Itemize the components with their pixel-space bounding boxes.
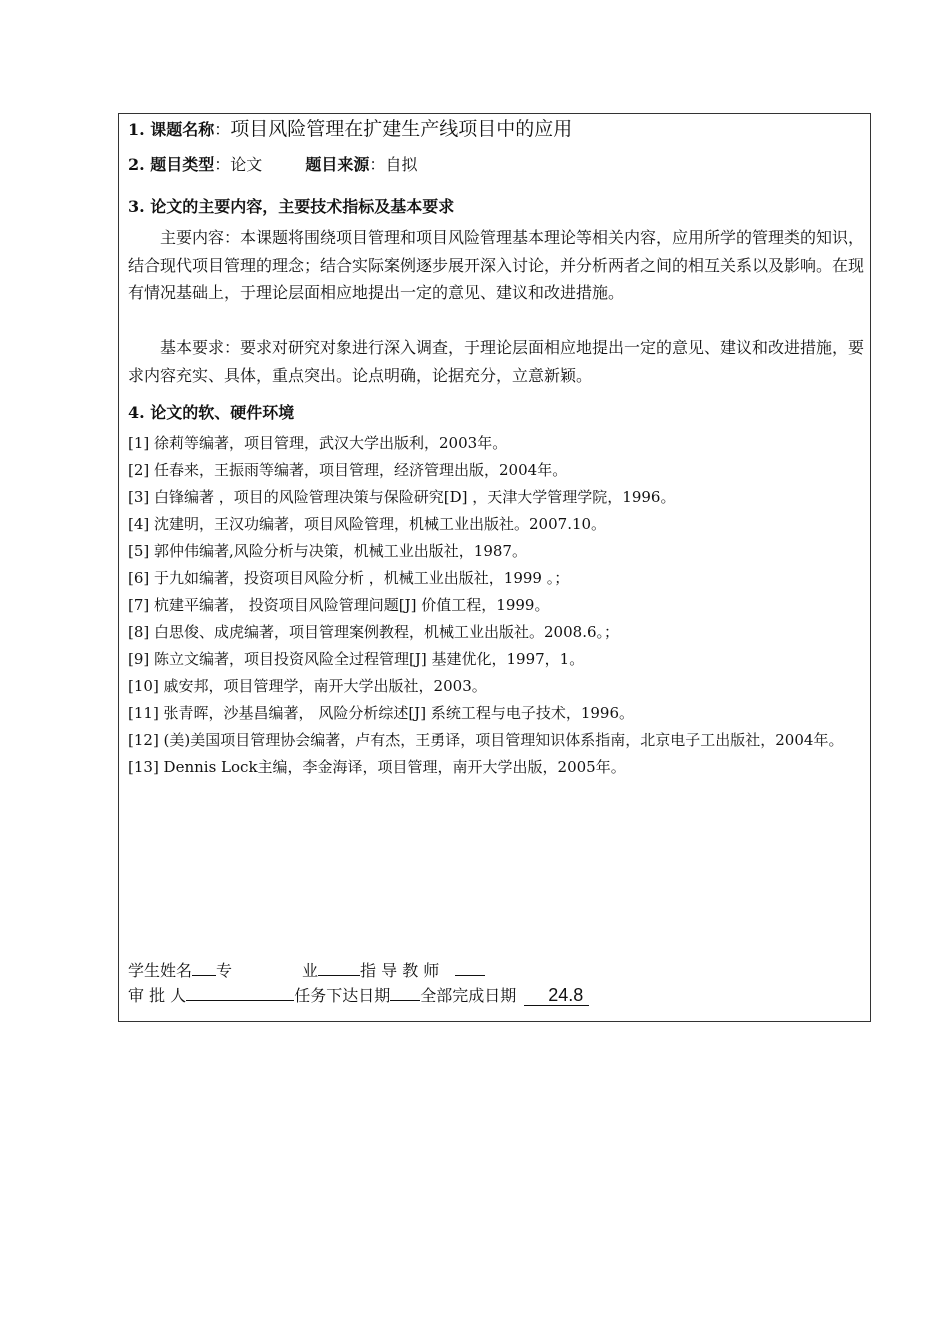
topic-source-label: 题目来源 — [305, 155, 370, 174]
assign-date-label: 任务下达日期 — [294, 986, 391, 1005]
complete-date-label: 全部完成日期 — [420, 986, 517, 1005]
major-label-start: 专 — [216, 961, 233, 980]
student-name-field[interactable] — [192, 959, 216, 976]
reference-item: [5] 郭仲伟编著,风险分析与决策，机械工业出版社，1987。 — [128, 542, 527, 560]
major-label-end: 业 — [302, 961, 319, 980]
reference-item: [4] 沈建明，王汉功编著，项目风险管理，机械工业出版社。2007.10。 — [128, 515, 607, 533]
section-3-heading: 3. 论文的主要内容，主要技术指标及基本要求 — [128, 197, 455, 216]
student-name-label: 学生姓名 — [128, 961, 193, 980]
topic-source-colon: ： — [369, 155, 386, 174]
topic-name-row — [128, 119, 572, 140]
approver-field[interactable] — [186, 984, 294, 1001]
main-content-paragraph: 主要内容：本课题将围绕项目管理和项目风险管理基本理论等相关内容，应用所学的管理类的知识，结合现代项目管理的理念；结合实际案例逐步展开深入讨论，并分析两者之间的相互关系以及影响。在现有情况基础上，于理论层面相应地提出一定的意见、建议和改进措施。 — [128, 228, 865, 302]
topic-source-value: 自拟 — [385, 155, 418, 174]
signature-row-2 — [128, 984, 589, 1006]
reference-item: [3] 白锋编著 ，项目的风险管理决策与保险研究[D] ，天津大学管理学院，1996。 — [128, 488, 676, 506]
reference-item: [8] 白思俊、成虎编著，项目管理案例教程，机械工业出版社。2008.6。； — [128, 623, 620, 641]
complete-date-value[interactable]: 24.8 — [524, 985, 589, 1006]
reference-item: [6] 于九如编著，投资项目风险分析 ，机械工业出版社，1999 。； — [128, 569, 570, 587]
topic-name-value: 项目风险管理在扩建生产线项目中的应用 — [230, 118, 573, 140]
major-field[interactable] — [318, 959, 360, 976]
reference-item: [11] 张青晖，沙基昌编著， 风险分析综述[J] 系统工程与电子技术，1996。 — [128, 704, 634, 722]
signature-row-1 — [128, 959, 485, 981]
reference-item: [1] 徐莉等编著，项目管理，武汉大学出版利，2003年。 — [128, 434, 508, 452]
topic-type-label: 2. 题目类型 — [128, 155, 215, 174]
topic-type-row — [128, 155, 417, 175]
reference-list — [128, 430, 868, 781]
reference-item: [2] 任春来，王振雨等编著，项目管理，经济管理出版，2004年。 — [128, 461, 568, 479]
reference-item: [10] 戚安邦，项目管理学，南开大学出版社，2003。 — [128, 677, 487, 695]
basic-requirements-paragraph: 基本要求：要求对研究对象进行深入调查，于理论层面相应地提出一定的意见、建议和改进措施，要求内容充实、具体，重点突出。论点明确，论据充分，立意新颖。 — [128, 338, 865, 385]
assign-date-field[interactable] — [390, 984, 420, 1001]
topic-name-label: 1. 课题名称 — [128, 120, 215, 139]
topic-name-colon: ： — [214, 120, 231, 139]
approver-label: 审 批 人 — [128, 986, 187, 1005]
reference-item: [9] 陈立文编著，项目投资风险全过程管理[J] 基建优化，1997，1。 — [128, 650, 585, 668]
reference-item: [7] 杭建平编著， 投资项目风险管理问题[J] 价值工程，1999。 — [128, 596, 550, 614]
advisor-field[interactable] — [455, 959, 485, 976]
reference-item: [13] Dennis Lock主编，李金海译，项目管理，南开大学出版，2005年。 — [128, 758, 626, 776]
advisor-label: 指 导 教 师 — [360, 961, 440, 980]
reference-item: [12] (美)美国项目管理协会编著，卢有杰，王勇译，项目管理知识体系指南，北京电子工出版社，2004年。 — [128, 731, 844, 749]
topic-type-colon: ： — [214, 155, 231, 174]
section-4-heading: 4. 论文的软、硬件环境 — [128, 403, 295, 422]
topic-type-value: 论文 — [230, 155, 263, 174]
